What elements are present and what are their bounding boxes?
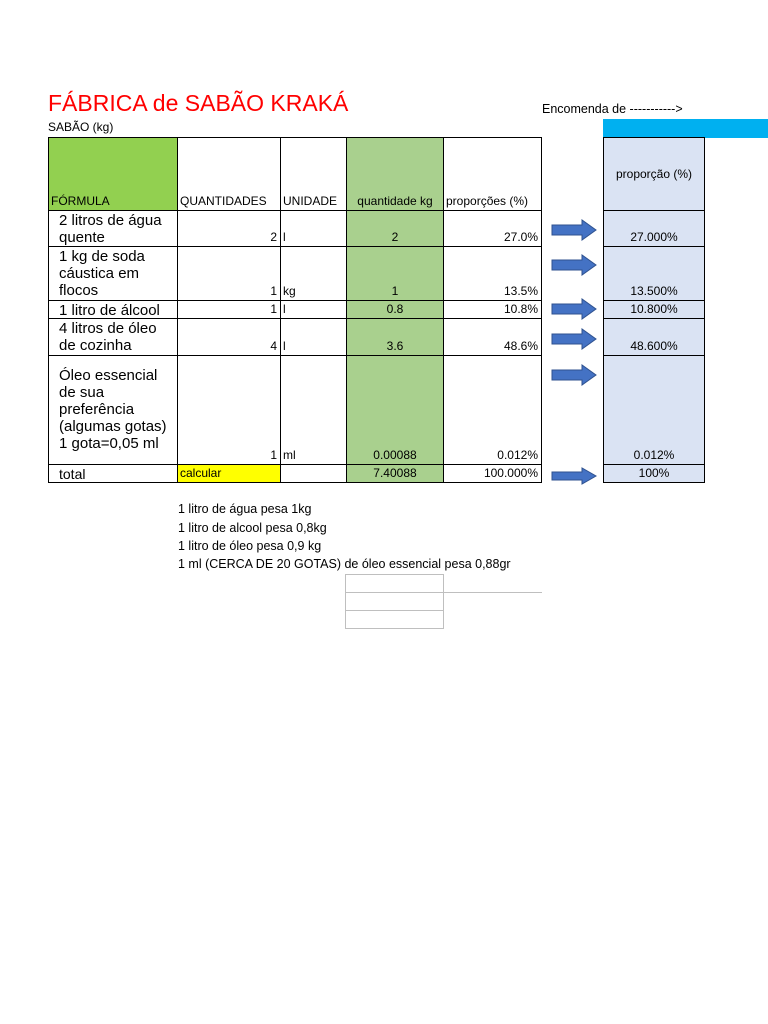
ingredient-unit[interactable]: l [280,300,347,319]
subtitle: SABÃO (kg) [48,120,114,134]
header-formula: FÓRMULA [48,137,178,211]
right-arrow-icon [551,467,597,485]
ingredient-kg: 0.00088 [346,355,444,465]
encomenda-label: Encomenda de -----------> [542,102,683,116]
total-prop: 100.000% [443,464,542,483]
ingredient-unit[interactable]: l [280,318,347,356]
right-arrow-icon [551,219,597,241]
note-line: 1 litro de alcool pesa 0,8kg [178,521,327,535]
ingredient-name: 1 kg de soda cáustica em flocos [48,246,178,301]
empty-cell[interactable] [345,574,444,593]
ingredient-kg: 2 [346,210,444,247]
ingredient-kg: 3.6 [346,318,444,356]
ingredient-name: 2 litros de água quente [48,210,178,247]
ingredient-prop: 13.5% [443,246,542,301]
ingredient-prop: 0.012% [443,355,542,465]
total-label: total [48,464,178,483]
right-arrow-icon [551,254,597,276]
ingredient-qty[interactable]: 1 [177,300,281,319]
header-quantidades: QUANTIDADES [177,137,281,211]
ingredient-prop-right: 10.800% [603,300,705,319]
ingredient-prop-right: 48.600% [603,318,705,356]
ingredient-qty[interactable]: 4 [177,318,281,356]
total-kg: 7.40088 [346,464,444,483]
total-prop-right: 100% [603,464,705,483]
ingredient-unit[interactable]: ml [280,355,347,465]
ingredient-prop-right: 13.500% [603,246,705,301]
empty-cell[interactable] [345,592,444,611]
header-unidade: UNIDADE [280,137,347,211]
ingredient-qty[interactable]: 2 [177,210,281,247]
calcular-cell[interactable]: calcular [177,464,281,483]
total-unit-empty [280,464,347,483]
ingredient-prop-right: 27.000% [603,210,705,247]
right-arrow-icon [551,298,597,320]
ingredient-name: 1 litro de álcool [48,300,178,319]
ingredient-prop: 10.8% [443,300,542,319]
divider [443,592,542,593]
ingredient-qty[interactable]: 1 [177,246,281,301]
note-line: 1 litro de óleo pesa 0,9 kg [178,539,322,553]
note-line: 1 litro de água pesa 1kg [178,502,312,516]
ingredient-name: 4 litros de óleo de cozinha [48,318,178,356]
ingredient-kg: 0.8 [346,300,444,319]
ingredient-name: Óleo essencial de sua preferência (algumas gotas) 1 gota=0,05 ml [48,355,178,465]
ingredient-prop-right: 0.012% [603,355,705,465]
page-title: FÁBRICA de SABÃO KRAKÁ [48,90,349,116]
header-proporcao-right: proporção (%) [603,137,705,211]
right-arrow-icon [551,328,597,350]
empty-cell[interactable] [345,610,444,629]
ingredient-unit[interactable]: l [280,210,347,247]
header-quantidade-kg: quantidade kg [346,137,444,211]
ingredient-unit[interactable]: kg [280,246,347,301]
ingredient-qty[interactable]: 1 [177,355,281,465]
right-arrow-icon [551,364,597,386]
ingredient-prop: 27.0% [443,210,542,247]
ingredient-kg: 1 [346,246,444,301]
ingredient-prop: 48.6% [443,318,542,356]
encomenda-input-cell[interactable] [603,119,768,138]
header-proporcoes: proporções (%) [443,137,542,211]
note-line: 1 ml (CERCA DE 20 GOTAS) de óleo essencial pesa 0,88gr [178,557,511,571]
